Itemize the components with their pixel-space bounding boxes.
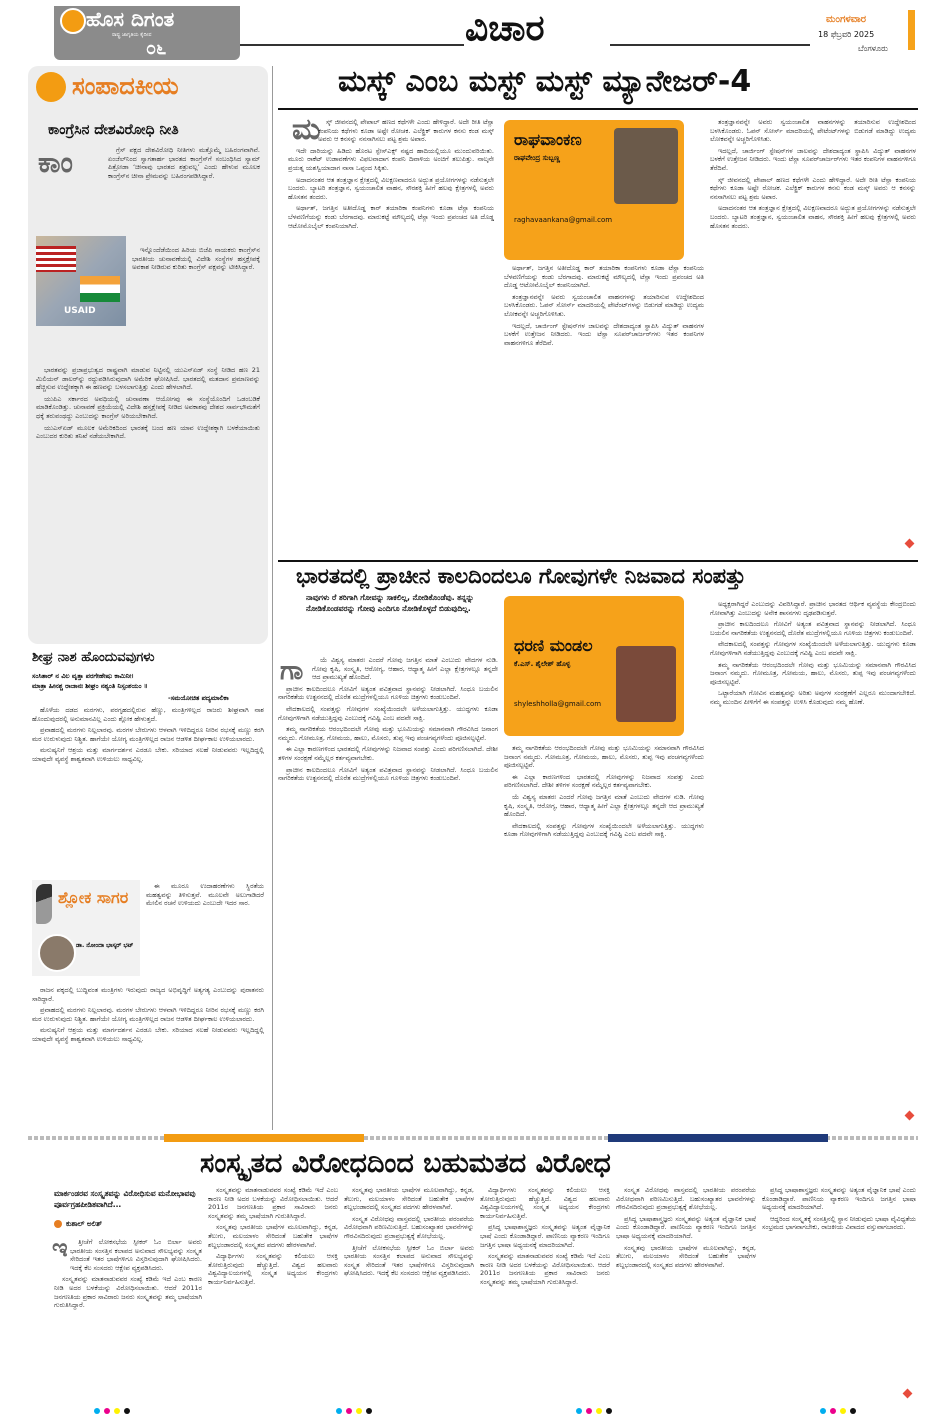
shloka-column-name: ಶ್ಲೋಕ ಸಾಗರ [58,888,129,907]
paper-name: ಹೊಸ ದಿಗಂತ [86,7,175,31]
shloka-body-side [146,882,264,982]
musk-author-email: raghavaankana@gmail.com [514,216,613,224]
registration-dot-cyan [820,1408,826,1414]
cow-headline: ಭಾರತದಲ್ಲಿ ಪ್ರಾಚೀನ ಕಾಲದಿಂದಲೂ ಗೋವುಗಳೇ ನಿಜವಾದ ಸಂಪತ್ತು [296,564,746,588]
musk-paragraph: ಅರ್ಥಾತ್, ಜಗತ್ತಿನ ಅತೀದೊಡ್ಡ ಕಾರ್ ತಯಾರಿಕಾ ಕಂಪನಿಗಳು ಕೂಡಾ ಟೆಸ್ಲಾ ಕಂಪನಿಯ ಬೆಳವಣಿಗೆಯನ್ನು ಕಂಡು ಬೆರಗಾದವು. ಮಾರುಕಟ್ಟೆ ಮೌಲ್ಯದಲ್ಲಿ ಟೆಸ್ಲಾ ಇಂದು ಪ್ರಪಂಚದ ಅತಿ ದೊಡ್ಡ ಆಟೋಮೊಬೈಲ್ ಕಂಪನಿಯಾಗಿದೆ. [504,264,704,290]
sanskrit-paragraph: ಸಂಸ್ಕೃತ ವಿರೋಧವು ವಾಸ್ತವದಲ್ಲಿ ಭಾರತೀಯ ಪರಂಪರೆಯ ವಿರೋಧವಾಗಿ ಪರಿಣಮಿಸುತ್ತಿದೆ. ಬಹುಸಂಖ್ಯಾತರ ಭಾವನೆಗಳನ್ನು ಗೌರವಿಸದಿರುವುದು ಪ್ರಜಾಪ್ರಭುತ್ವಕ್ಕೆ ಶೋಭೆಯಲ್ಲ. [616,1186,756,1212]
sanskrit-headline: ಸಂಸ್ಕೃತದ ವಿರೋಧದಿಂದ ಬಹುಮತದ ವಿರೋಧ [200,1148,611,1179]
sanskrit-paragraph: ಆದ್ದರಿಂದ ಸಂಸ್ಕೃತಕ್ಕೆ ಸಂಸತ್ತಿನಲ್ಲಿ ಸ್ಥಾನ ನೀಡುವುದು ಭಾಷಾ ವೈವಿಧ್ಯತೆಯ ಸಂಭ್ರಮದ ಭಾಗವಾಗಬೇಕು, ರಾಜಕೀಯ ವಿವಾದದ ವಸ್ತುವಾಗಬಾರದು. [762,1214,916,1232]
sanskrit-col-3 [344,1186,474,1398]
registration-dot-black [366,1408,372,1414]
quill-icon [36,884,52,924]
editorial-paragraph: ಯುಎಸ್‌ಏಡ್ ಮೂಲಕ ಅಮೆರಿಕದಿಂದ ಭಾರತಕ್ಕೆ ಬಂದ ಹಣ ಯಾವ ಉದ್ದೇಶಕ್ಕಾಗಿ ಬಳಕೆಯಾಯಿತು ಎಂಬುದರ ಕುರಿತು ತನಿಖೆ ನಡೆಯಬೇಕಾಗಿದೆ. [36,423,260,441]
cow-paragraph: ವೇದಕಾಲದಲ್ಲಿ ಸಂಪತ್ತನ್ನು ಗೋವುಗಳ ಸಂಖ್ಯೆಯಿಂದಲೇ ಅಳೆಯಲಾಗುತ್ತಿತ್ತು. ಯುದ್ಧಗಳು ಕೂಡಾ ಗೋವುಗಳಿಗಾಗಿ ನಡೆಯುತ್ತಿದ್ದವು ಎಂಬುದಕ್ಕೆ ಗವಿಷ್ಟಿ ಎಂಬ ಪದವೇ ಸಾಕ್ಷಿ. [278,704,498,722]
cow-col-2 [504,744,704,1126]
sanskrit-paragraph: ಸಂಸ್ಕೃತವು ಭಾರತೀಯ ಭಾಷೆಗಳ ಮೂಲವಾಗಿದ್ದು, ಕನ್ನಡ, ತೆಲುಗು, ಮಲಯಾಳಂ ಸೇರಿದಂತೆ ಬಹುತೇಕ ಭಾಷೆಗಳ ಶಬ್ದಭಂಡಾರದಲ್ಲಿ ಸಂಸ್ಕೃತದ ಪದಗಳು ಹೇರಳವಾಗಿವೆ. [208,1223,338,1249]
editorial-logo-icon [36,72,66,102]
editorial-label: ಸಂಪಾದಕೀಯ [72,72,179,100]
shloka-title: ಶೀಘ್ರ ನಾಶ ಹೊಂದುವವುಗಳು [32,650,155,665]
musk-paragraph: ಅರ್ಥಾತ್, ಜಗತ್ತಿನ ಅತೀದೊಡ್ಡ ಕಾರ್ ತಯಾರಿಕಾ ಕಂಪನಿಗಳು ಕೂಡಾ ಟೆಸ್ಲಾ ಕಂಪನಿಯ ಬೆಳವಣಿಗೆಯನ್ನು ಕಂಡು ಬೆರಗಾದವು. ಮಾರುಕಟ್ಟೆ ಮೌಲ್ಯದಲ್ಲಿ ಟೆಸ್ಲಾ ಇಂದು ಪ್ರಪಂಚದ ಅತಿ ದೊಡ್ಡ ಆಟೋಮೊಬೈಲ್ ಕಂಪನಿಯಾಗಿದೆ. [288,204,494,230]
shloka-body-bottom [32,986,264,1126]
cow-author-email: shyleshholla@gmail.com [514,700,602,708]
sanskrit-paragraph: ಸಂಸ್ಕೃತವನ್ನು ಮಾತನಾಡುವವರ ಸಂಖ್ಯೆ ಕಡಿಮೆ ಇದೆ ಎಂಬ ಕಾರಣ ನೀಡಿ ಅದರ ಬಳಕೆಯನ್ನು ವಿರೋಧಿಸಲಾಯಿತು. ಆದರೆ 2011ರ ಜನಗಣತಿಯ ಪ್ರಕಾರ ಸಾವಿರಾರು ಜನರು ಸಂಸ್ಕೃತವನ್ನು ತಮ್ಮ ಭಾಷೆಯಾಗಿ ಗುರುತಿಸಿದ್ದಾರೆ. [480,1252,610,1286]
section-rule [278,560,918,562]
cow-dropcap: ಗಾ [280,656,304,686]
sanskrit-paragraph: ಸಂಸ್ಕೃತವು ಭಾರತೀಯ ಭಾಷೆಗಳ ಮೂಲವಾಗಿದ್ದು, ಕನ್ನಡ, ತೆಲುಗು, ಮಲಯಾಳಂ ಸೇರಿದಂತೆ ಬಹುತೇಕ ಭಾಷೆಗಳ ಶಬ್ದಭಂಡಾರದಲ್ಲಿ ಸಂಸ್ಕೃತದ ಪದಗಳು ಹೇರಳವಾಗಿವೆ. [616,1243,756,1269]
sanskrit-paragraph: ಪ್ರಸಿದ್ಧ ಭಾಷಾಶಾಸ್ತ್ರಜ್ಞರು ಸಂಸ್ಕೃತವನ್ನು ಅತ್ಯಂತ ವೈಜ್ಞಾನಿಕ ಭಾಷೆ ಎಂದು ಕೊಂಡಾಡಿದ್ದಾರೆ. ಪಾಣಿನಿಯ ವ್ಯಾಕರಣ ಇಂದಿಗೂ ಜಗತ್ತಿನ ಭಾಷಾ ಅಧ್ಯಯನಕ್ಕೆ ಮಾದರಿಯಾಗಿದೆ. [616,1214,756,1240]
editorial-paragraph: ಗ್ರೆಸ್ ಪಕ್ಷದ ದೇಶವಿರೋಧಿ ನೀತಿಗಳು ಮತ್ತೊಮ್ಮೆ ಬಹಿರಂಗವಾಗಿವೆ. ಏಂಜೆಲ್‌ನಿಂದ ಸ್ವಾಗತಾರ್ಹ ಭಾರತದ ಕಾಂಗ್ರೆಸ್‌ಗೆ ಸಂಬಂಧಿಸಿದ ಸ್ಯಾಮ್ ಪಿತ್ರೋಡಾ ‘ಚೀನಾವು ಭಾರತದ ಶತ್ರುವಲ್ಲ’ ಎಂದು ಹೇಳುವ ಮೂಲಕ ಕಾಂಗ್ರೆಸ್‌ನ ಚೀನಾ ಪ್ರೇಮವನ್ನು ಬಹಿರಂಗಪಡಿಸಿದ್ದಾರೆ. [108,146,260,180]
color-divider [28,1134,918,1142]
masthead [0,0,945,62]
paper-tagline: ರಾಷ್ಟ್ರ ಜಾಗೃತಿಯ ಕೈದೀಪ [112,32,152,38]
navy-segment [608,1134,828,1142]
registration-dot-magenta [586,1408,592,1414]
registration-dot-yellow [596,1408,602,1414]
orange-corner-bar [908,10,915,50]
editorial-paragraph: ಇನ್ನೊಂದೆಡೆಯಿಂದ ಹಿರಿಯ ಬಿಜೆಪಿ ನಾಯಕರು ಕಾಂಗ್ರೆಸ್‌ನ ಭಾರತೀಯ ಚುನಾವಣೆಯಲ್ಲಿ ವಿದೇಶಿ ಸಂಸ್ಥೆಗಳ ಹಸ್ತಕ್ಷೇಪಕ್ಕೆ ಅವಕಾಶ ನೀಡಿರುವ ಕುರಿತು ಕಾಂಗ್ರೆಸ್ ಪಕ್ಷವನ್ನು ಟೀಕಿಸಿದ್ದಾರೆ. [132,246,260,272]
sanskrit-byline: ಕುಶಾಲ್ ಅಲಿತ್ [66,1220,102,1228]
orange-segment [164,1134,364,1142]
shloka-verse-2: ಮಾತ್ರಾ ಹೀನಶ್ಚ ರಾಜಾನಃ ಶೀಘ್ರಂ ನಶ್ಯಂತಿ ನಿಸ್ಸಂಶಯಂ ॥ [32,682,148,690]
logo-emblem-icon [60,8,86,34]
cow-paragraph: ತಮ್ಮ ನಾಗರಿಕತೆಯ ಆರಂಭದಿಂದಲೇ ಗೋವು ಮತ್ತು ಭೂಮಿಯನ್ನು ಸಮಾನವಾಗಿ ಗೌರವಿಸಿದ ಜನಾಂಗ ನಮ್ಮದು. ಗೋಮೂತ್ರ, ಗೋಮಯ, ಹಾಲು, ಮೊಸರು, ತುಪ್ಪ ಇವು ಪಂಚಗವ್ಯಗಳೆಂದು ಪೂಜಿಸಲ್ಪಟ್ಟಿವೆ. [710,660,916,686]
cow-paragraph: ಒಟ್ಟಾರೆಯಾಗಿ ಗೋವಿನ ಮಹತ್ವವನ್ನು ಅರಿತು ಅವುಗಳ ಸಂರಕ್ಷಣೆಗೆ ಎಲ್ಲರೂ ಮುಂದಾಗಬೇಕಿದೆ. ನಮ್ಮ ಮುಂದಿನ ಪೀಳಿಗೆಗೆ ಈ ಸಂಪತ್ತನ್ನು ಉಳಿಸಿ ಕೊಡುವುದು ನಮ್ಮ ಹೊಣೆ. [710,689,916,706]
editorial-title: ಕಾಂಗ್ರೆಸಿನ ದೇಶವಿರೋಧಿ ನೀತಿ [48,122,179,138]
column-divider [272,66,273,1130]
author-avatar [38,934,76,972]
pen-icon [54,1220,62,1228]
shloka-verse-1: ಸಂಸಿತಾರ್ ನ ವಿಲ ವೃತ್ತಾ ಪರಗೇಹೇಷು ಕಾಮಿನೀ। [32,672,134,680]
cow-article [278,560,918,1130]
cow-paragraph: ಅಧ್ಯಕ್ಷರಾಗಿದ್ದರೆ ಎಂಬುದನ್ನು ವಿವರಿಸಿದ್ದಾರೆ. ಪ್ರಾಚೀನ ಭಾರತದ ಆರ್ಥಿಕ ವ್ಯವಸ್ಥೆಯ ಕೇಂದ್ರಬಿಂದು ಗೋವಾಗಿತ್ತು ಎಂಬುದನ್ನು ಅನೇಕ ಶಾಸನಗಳು ದೃಢಪಡಿಸುತ್ತವೆ. [710,600,916,617]
cow-author-photo [616,646,676,722]
musk-paragraph: ತಂತ್ರಜ್ಞಾನವನ್ನೇ ಅವರು ಸ್ವಯಂಚಾಲಿತ ವಾಹನಗಳನ್ನು ತಯಾರಿಸುವ ಉದ್ದೇಶದಿಂದ ಬಳಸಿಕೊಂಡರು. ಓಪನ್ ಸೋರ್ಸ್ ಮಾದರಿಯಲ್ಲಿ ಪೇಟೆಂಟ್‌ಗಳನ್ನು ಬಿಡುಗಡೆ ಮಾಡಿದ್ದು ಉದ್ಯಮ ಲೋಕವನ್ನೇ ಅಚ್ಚರಿಗೊಳಿಸಿತು. [710,118,916,144]
sanskrit-col-2 [208,1186,338,1398]
musk-col-3 [710,118,916,554]
cow-author-badge [504,596,684,736]
sanskrit-col-5 [616,1186,756,1398]
musk-col-2 [504,264,704,554]
registration-dot-magenta [346,1408,352,1414]
editorial-body-side [132,246,260,376]
cow-paragraph: ಈ ಎಲ್ಲಾ ಕಾರಣಗಳಿಂದ ಭಾರತದಲ್ಲಿ ಗೋವುಗಳನ್ನು ನಿಜವಾದ ಸಂಪತ್ತು ಎಂದು ಪರಿಗಣಿಸಲಾಗಿದೆ. ದೇಶೀ ತಳಿಗಳ ಸಂರಕ್ಷಣೆ ನಮ್ಮೆಲ್ಲರ ಕರ್ತವ್ಯವಾಗಬೇಕು. [504,772,704,790]
registration-dot-magenta [104,1408,110,1414]
shloka-paragraph: ಮನುಷ್ಯನಿಗೆ ಆಶ್ರಯ ಮತ್ತು ಮಾರ್ಗದರ್ಶನ ಎರಡೂ ಬೇಕು. ಸರಿಯಾದ ಸಲಹೆ ನೀಡುವವರು ಇಲ್ಲದಿದ್ದಲ್ಲಿ ಯಾವುದೇ ವ್ಯವಸ್ಥೆ ಶಾಶ್ವತವಾಗಿ ಉಳಿಯಲು ಸಾಧ್ಯವಿಲ್ಲ. [32,746,264,763]
sanskrit-paragraph: ಸಂಸ್ಕೃತವನ್ನು ಮಾತನಾಡುವವರ ಸಂಖ್ಯೆ ಕಡಿಮೆ ಇದೆ ಎಂಬ ಕಾರಣ ನೀಡಿ ಅದರ ಬಳಕೆಯನ್ನು ವಿರೋಧಿಸಲಾಯಿತು. ಆದರೆ 2011ರ ಜನಗಣತಿಯ ಪ್ರಕಾರ ಸಾವಿರಾರು ಜನರು ಸಂಸ್ಕೃತವನ್ನು ತಮ್ಮ ಭಾಷೆಯಾಗಿ ಗುರುತಿಸಿದ್ದಾರೆ. [54,1275,202,1310]
registration-dot-black [850,1408,856,1414]
shloka-paragraph: ಹೊಳೆಯ ದಡದ ಮರಗಳು, ಪರಗೃಹದಲ್ಲಿರುವ ಹೆಣ್ಣು, ಮಂತ್ರಿಗಳಿಲ್ಲದ ರಾಜರು ಶೀಘ್ರವಾಗಿ ನಾಶ ಹೊಂದುವುದರಲ್ಲಿ ಅನುಮಾನವಿಲ್ಲ ಎಂದು ಶ್ಲೋಕ ಹೇಳುತ್ತದೆ. [32,706,264,723]
registration-dot-cyan [94,1408,100,1414]
sanskrit-paragraph: ಸಂಸ್ಕೃತ ವಿರೋಧವು ವಾಸ್ತವದಲ್ಲಿ ಭಾರತೀಯ ಪರಂಪರೆಯ ವಿರೋಧವಾಗಿ ಪರಿಣಮಿಸುತ್ತಿದೆ. ಬಹುಸಂಖ್ಯಾತರ ಭಾವನೆಗಳನ್ನು ಗೌರವಿಸದಿರುವುದು ಪ್ರಜಾಪ್ರಭುತ್ವಕ್ಕೆ ಶೋಭೆಯಲ್ಲ. [344,1214,474,1240]
shloka-column-badge [32,880,140,976]
editorial-paragraph: ಭಾರತವನ್ನು ಪ್ರಜಾಪ್ರಭುತ್ವದ ರಾಷ್ಟ್ರವಾಗಿ ಮಾಡುವ ನಿಟ್ಟಿನಲ್ಲಿ ಯುಎಸ್‌ಏಡ್ ಸಂಸ್ಥೆ ನೀಡಿದ ಹಣ 21 ಮಿಲಿಯನ್ ಡಾಲರ್‌ನ್ನು ರದ್ದುಪಡಿಸಿರುವುದಾಗಿ ಅಮೆರಿಕ ಘೋಷಿಸಿದೆ. ಭಾರತದಲ್ಲಿ ಮತದಾನ ಪ್ರಮಾಣವನ್ನು ಹೆಚ್ಚಿಸುವ ಉದ್ದೇಶಕ್ಕಾಗಿ ಈ ಹಣವನ್ನು ಬಳಸಲಾಗುತ್ತಿತ್ತು ಎಂದು ಹೇಳಲಾಗಿದೆ. [36,366,260,392]
musk-paragraph: ಇದೇ ದಾರಿಯನ್ನು ಹಿಡಿದು ಹೊರಟ ಸ್ಪೇಸ್‌ಎಕ್ಸ್ ನಷ್ಟದ ಹಾದಿಯಲ್ಲಿಯೂ ಮುಂದುವರಿಯಿತು. ಮೂರು ರಾಕೆಟ್ ಉಡಾವಣೆಗಳು ವಿಫಲವಾದಾಗ ಕಂಪನಿ ದಿವಾಳಿಯ ಅಂಚಿಗೆ ತಲುಪಿತ್ತು. ನಾಲ್ಕನೇ ಪ್ರಯತ್ನ ಯಶಸ್ವಿಯಾದಾಗ ನಾಸಾ ಒಪ್ಪಂದ ಸಿಕ್ಕಿತು. [288,146,494,172]
city-label: ಬೆಂಗಳೂರು [858,44,888,53]
registration-dot-yellow [356,1408,362,1414]
musk-author-badge [504,120,684,260]
sanskrit-paragraph: ವಿದ್ಯಾರ್ಥಿಗಳು ಸಂಸ್ಕೃತವನ್ನು ಕಲಿಯಲು ಆಸಕ್ತಿ ತೋರುತ್ತಿರುವುದು ಹೆಚ್ಚುತ್ತಿದೆ. ವಿಶ್ವದ ಹಲವಾರು ವಿಶ್ವವಿದ್ಯಾಲಯಗಳಲ್ಲಿ ಸಂಸ್ಕೃತ ಅಧ್ಯಯನ ಕೇಂದ್ರಗಳು ಕಾರ್ಯನಿರ್ವಹಿಸುತ್ತಿವೆ. [208,1252,338,1286]
headline-rule [278,108,918,110]
musk-paragraph: ಅದಾದನಂತರ ಆತ ತಂತ್ರಜ್ಞಾನ ಕ್ಷೇತ್ರದಲ್ಲಿ ವಿಲಕ್ಷಣವಾದರೂ ಅದ್ಭುತ ಪ್ರಯೋಗಗಳನ್ನು ನಡೆಸುತ್ತಲೇ ಬಂದರು. ಬ್ಯಾಟರಿ ತಂತ್ರಜ್ಞಾನ, ಸ್ವಯಂಚಾಲಿತ ವಾಹನ, ಸೌರಶಕ್ತಿ ಹೀಗೆ ಹಲವು ಕ್ಷೇತ್ರಗಳಲ್ಲಿ ಅವರು ಹೊಸತನ ತಂದರು. [288,175,494,201]
shloka-author: ಡಾ. ನೋಂದಾ ಭಾಸ್ಕರ್ ಭಟ್ [76,942,134,949]
cow-col-3 [710,600,916,1126]
sanskrit-standfirst: ಮಾರ್ಕಂಡರವ ಸಂಸ್ಕೃತವನ್ನು ವಿರೋಧಿಸುವ ಮನೋಭಾವವು ಪೂರ್ವಗ್ರಹಪೀಡಿತವಾಗಿದೆ... [54,1189,196,1209]
musk-paragraph: ಸ್ಕ್ ಜೀವನದಲ್ಲಿ ಪೇಪಾಲ್ ಹಣದ ಕಥೆಗಳೇ ಎಂದು ಹೇಳಿದ್ದಾರೆ. ಅದೇ ರೀತಿ ಟೆಸ್ಲಾ ಕಂಪನಿಯ ಕಥೆಗಳು ಕೂಡಾ ಅಷ್ಟೇ ರೋಚಕ. ಎಲೆಕ್ಟ್ರಿಕ್ ಕಾರುಗಳ ಕನಸು ಕಂಡ ಮಸ್ಕ್ ಅವರು ಆ ಕನಸನ್ನು ನನಸಾಗಿಸಲು ಪಟ್ಟ ಶ್ರಮ ಅಪಾರ. [710,175,916,201]
usa-flag-icon [36,246,76,272]
sanskrit-paragraph: ಪ್ರಸಿದ್ಧ ಭಾಷಾಶಾಸ್ತ್ರಜ್ಞರು ಸಂಸ್ಕೃತವನ್ನು ಅತ್ಯಂತ ವೈಜ್ಞಾನಿಕ ಭಾಷೆ ಎಂದು ಕೊಂಡಾಡಿದ್ದಾರೆ. ಪಾಣಿನಿಯ ವ್ಯಾಕರಣ ಇಂದಿಗೂ ಜಗತ್ತಿನ ಭಾಷಾ ಅಧ್ಯಯನಕ್ಕೆ ಮಾದರಿಯಾಗಿದೆ. [762,1186,916,1212]
editorial-paragraph: ಯುಪಿಎ ಸರ್ಕಾರದ ಅವಧಿಯಲ್ಲಿ ಚುನಾವಣಾ ಆಯೋಗವು ಈ ಸಂಸ್ಥೆಯೊಂದಿಗೆ ಒಡಂಬಡಿಕೆ ಮಾಡಿಕೊಂಡಿತ್ತು. ಚುನಾವಣೆ ಪ್ರಕ್ರಿಯೆಯಲ್ಲಿ ವಿದೇಶಿ ಹಸ್ತಕ್ಷೇಪಕ್ಕೆ ನೀಡಿದ ಅವಕಾಶವು ದೇಶದ ಸಾರ್ವಭೌಮತೆಗೆ ಧಕ್ಕೆ ತರುವಂಥದ್ದು ಎಂಬುದನ್ನು ಕಾಂಗ್ರೆಸ್ ಅರಿಯಬೇಕಾಗಿದೆ. [36,394,260,420]
shloka-paragraph: ರಾಜನ ಪಕ್ಕದಲ್ಲಿ ಬುದ್ಧಿವಂತ ಮಂತ್ರಿಗಳು ಇರುವುದು ರಾಜ್ಯದ ಅಭಿವೃದ್ಧಿಗೆ ಅತ್ಯಗತ್ಯ ಎಂಬುದನ್ನು ಪುರಾತನರು ಸಾರಿದ್ದಾರೆ. [32,986,264,1003]
shloka-paragraph: ಪ್ರವಾಹದಲ್ಲಿ ಮರಗಳು ನಿಲ್ಲಲಾರವು. ಮರಗಳ ಬೇರುಗಳು ಆಳವಾಗಿ ಇಳಿದಿದ್ದರೂ ನೀರಿನ ರಭಸಕ್ಕೆ ಮಣ್ಣು ಕರಗಿ ಮರ ಉರುಳುವುದು ನಿಶ್ಚಿತ. ಹಾಗೆಯೇ ಯೋಗ್ಯ ಮಂತ್ರಿಗಳಿಲ್ಲದ ರಾಜನ ಆಡಳಿತ ದೀರ್ಘಕಾಲ ಉಳಿಯಲಾರದು. [32,726,264,743]
cow-pullquote: ನಾವುಗಳು ರೆ ತರಿಗಾಗಿ ಗೋವನ್ನು ಸಾಕಲಿಲ್ಲ, ನೋಡಿಕೊಂಡೆವು. ತನ್ನನ್ನು ನೋಡಿಕೊಂಡವರನ್ನು ಗೋವು ಎಂದಿಗೂ ನೋಡಿಕೊಳ್ಳದೆ ಬಿಡುವುದಿಲ್ಲ. [306,593,474,613]
cow-column-name: ಧರಣಿ ಮಂಡಲ [514,636,593,655]
india-flag-icon [80,276,120,302]
cow-paragraph: ಯೆ ವಿಶ್ವಸ್ಯ ಮಾತರಃ ಎಂದರೆ ಗೋವು ಜಗತ್ತಿನ ಮಾತೆ ಎಂಬುದು ವೇದಗಳ ನುಡಿ. ಗೋವು ಕೃಷಿ, ಸಂಸ್ಕೃತಿ, ಆರೋಗ್ಯ, ಆಹಾರ, ಆಧ್ಯಾತ್ಮ ಹೀಗೆ ಎಲ್ಲಾ ಕ್ಷೇತ್ರಗಳಲ್ಲೂ ತನ್ನದೇ ಆದ ಪ್ರಾಮುಖ್ಯತೆ ಹೊಂದಿದೆ. [312,656,498,682]
musk-paragraph: ಇದಲ್ಲದೆ, ಚಾರ್ಜಿಂಗ್ ಸ್ಟೇಷನ್‌ಗಳ ಜಾಲವನ್ನು ದೇಶದಾದ್ಯಂತ ಸ್ಥಾಪಿಸಿ ವಿದ್ಯುತ್ ವಾಹನಗಳ ಬಳಕೆಗೆ ಉತ್ತೇಜನ ನೀಡಿದರು. ಇಂದು ಟೆಸ್ಲಾ ಸೂಪರ್‌ಚಾರ್ಜರ್‌ಗಳು ಇತರ ಕಂಪನಿಗಳ ವಾಹನಗಳಿಗೂ ತೆರೆದಿವೆ. [504,321,704,347]
cow-paragraph: ವೇದಕಾಲದಲ್ಲಿ ಸಂಪತ್ತನ್ನು ಗೋವುಗಳ ಸಂಖ್ಯೆಯಿಂದಲೇ ಅಳೆಯಲಾಗುತ್ತಿತ್ತು. ಯುದ್ಧಗಳು ಕೂಡಾ ಗೋವುಗಳಿಗಾಗಿ ನಡೆಯುತ್ತಿದ್ದವು ಎಂಬುದಕ್ಕೆ ಗವಿಷ್ಟಿ ಎಂಬ ಪದವೇ ಸಾಕ್ಷಿ. [504,821,704,839]
musk-col-1 [288,118,494,554]
registration-dot-yellow [114,1408,120,1414]
sanskrit-paragraph: ತ್ತೀಚೆಗೆ ಲೋಕಸಭೆಯ ಸ್ಪೀಕರ್ ಓಂ ಬಿರ್ಲಾ ಅವರು ಭಾರತೀಯ ಸಂಸತ್ತಿನ ಕಲಾಪದ ಅನುವಾದ ಸೌಲಭ್ಯವನ್ನು ಸಂಸ್ಕೃತ ಸೇರಿದಂತೆ ಇತರ ಭಾಷೆಗಳಿಗೂ ವಿಸ್ತರಿಸುವುದಾಗಿ ಘೋಷಿಸಿದರು. ಇದಕ್ಕೆ ಕೆಲ ಸಂಸದರು ಆಕ್ಷೇಪ ವ್ಯಕ್ತಪಡಿಸಿದರು. [70,1238,202,1272]
musk-paragraph: ಅದಾದನಂತರ ಆತ ತಂತ್ರಜ್ಞಾನ ಕ್ಷೇತ್ರದಲ್ಲಿ ವಿಲಕ್ಷಣವಾದರೂ ಅದ್ಭುತ ಪ್ರಯೋಗಗಳನ್ನು ನಡೆಸುತ್ತಲೇ ಬಂದರು. ಬ್ಯಾಟರಿ ತಂತ್ರಜ್ಞಾನ, ಸ್ವಯಂಚಾಲಿತ ವಾಹನ, ಸೌರಶಕ್ತಿ ಹೀಗೆ ಹಲವು ಕ್ಷೇತ್ರಗಳಲ್ಲಿ ಅವರು ಹೊಸತನ ತಂದರು. [710,204,916,230]
day-label: ಮಂಗಳವಾರ [826,14,867,25]
cow-paragraph: ತಮ್ಮ ನಾಗರಿಕತೆಯ ಆರಂಭದಿಂದಲೇ ಗೋವು ಮತ್ತು ಭೂಮಿಯನ್ನು ಸಮಾನವಾಗಿ ಗೌರವಿಸಿದ ಜನಾಂಗ ನಮ್ಮದು. ಗೋಮೂತ್ರ, ಗೋಮಯ, ಹಾಲು, ಮೊಸರು, ತುಪ್ಪ ಇವು ಪಂಚಗವ್ಯಗಳೆಂದು ಪೂಜಿಸಲ್ಪಟ್ಟಿವೆ. [278,725,498,742]
registration-dot-magenta [830,1408,836,1414]
sanskrit-dropcap: ಇ [52,1234,68,1262]
image-caption: USAID [64,306,96,316]
cow-paragraph: ಪ್ರಾಚೀನ ಕಾಲದಿಂದಲೂ ಗೋವಿಗೆ ಅತ್ಯಂತ ಪವಿತ್ರವಾದ ಸ್ಥಾನವನ್ನು ನೀಡಲಾಗಿದೆ. ಸಿಂಧೂ ಬಯಲಿನ ನಾಗರಿಕತೆಯ ಉತ್ಖನನದಲ್ಲಿ ದೊರೆತ ಮುದ್ರೆಗಳಲ್ಲಿಯೂ ಗೂಳಿಯ ಚಿತ್ರಗಳು ಕಂಡುಬಂದಿವೆ. [278,765,498,783]
sanskrit-paragraph: ತ್ತೀಚೆಗೆ ಲೋಕಸಭೆಯ ಸ್ಪೀಕರ್ ಓಂ ಬಿರ್ಲಾ ಅವರು ಭಾರತೀಯ ಸಂಸತ್ತಿನ ಕಲಾಪದ ಅನುವಾದ ಸೌಲಭ್ಯವನ್ನು ಸಂಸ್ಕೃತ ಸೇರಿದಂತೆ ಇತರ ಭಾಷೆಗಳಿಗೂ ವಿಸ್ತರಿಸುವುದಾಗಿ ಘೋಷಿಸಿದರು. ಇದಕ್ಕೆ ಕೆಲ ಸಂಸದರು ಆಕ್ಷೇಪ ವ್ಯಕ್ತಪಡಿಸಿದರು. [344,1243,474,1278]
sanskrit-paragraph: ಸಂಸ್ಕೃತವು ಭಾರತೀಯ ಭಾಷೆಗಳ ಮೂಲವಾಗಿದ್ದು, ಕನ್ನಡ, ತೆಲುಗು, ಮಲಯಾಳಂ ಸೇರಿದಂತೆ ಬಹುತೇಕ ಭಾಷೆಗಳ ಶಬ್ದಭಂಡಾರದಲ್ಲಿ ಸಂಸ್ಕೃತದ ಪದಗಳು ಹೇರಳವಾಗಿವೆ. [344,1186,474,1212]
musk-author-name: ರಾಘವೇಂದ್ರ ಸುಬ್ಬಣ್ಣ [514,154,561,162]
editorial-body-main [36,366,260,636]
sanskrit-col-6 [762,1186,916,1398]
registration-dot-cyan [336,1408,342,1414]
musk-dropcap: ಮ [292,112,321,147]
registration-dot-cyan [576,1408,582,1414]
musk-author-photo [614,128,678,204]
musk-headline: ಮಸ್ಕ್ ಎಂಬ ಮಸ್ಟ್ ಮಸ್ಟ್ ಮ್ಯಾನೇಜರ್-4 [338,64,752,99]
shloka-body-top [32,706,264,886]
editorial-dropcap: ಕಾಂ [38,146,73,179]
sanskrit-col-1 [54,1238,202,1398]
musk-paragraph: ಇದಲ್ಲದೆ, ಚಾರ್ಜಿಂಗ್ ಸ್ಟೇಷನ್‌ಗಳ ಜಾಲವನ್ನು ದೇಶದಾದ್ಯಂತ ಸ್ಥಾಪಿಸಿ ವಿದ್ಯುತ್ ವಾಹನಗಳ ಬಳಕೆಗೆ ಉತ್ತೇಜನ ನೀಡಿದರು. ಇಂದು ಟೆಸ್ಲಾ ಸೂಪರ್‌ಚಾರ್ಜರ್‌ಗಳು ಇತರ ಕಂಪನಿಗಳ ವಾಹನಗಳಿಗೂ ತೆರೆದಿವೆ. [710,146,916,172]
musk-paragraph: ತಂತ್ರಜ್ಞಾನವನ್ನೇ ಅವರು ಸ್ವಯಂಚಾಲಿತ ವಾಹನಗಳನ್ನು ತಯಾರಿಸುವ ಉದ್ದೇಶದಿಂದ ಬಳಸಿಕೊಂಡರು. ಓಪನ್ ಸೋರ್ಸ್ ಮಾದರಿಯಲ್ಲಿ ಪೇಟೆಂಟ್‌ಗಳನ್ನು ಬಿಡುಗಡೆ ಮಾಡಿದ್ದು ಉದ್ಯಮ ಲೋಕವನ್ನೇ ಅಚ್ಚರಿಗೊಳಿಸಿತು. [504,292,704,318]
cow-author-name: ಕೆ.ಎಸ್. ಶೈಲೇಶ್ ಹೊಳ್ಳ [514,660,571,668]
section-title: ವಿಚಾರ [465,8,545,49]
editorial-body-top [108,146,260,246]
masthead-rule-right [610,44,810,46]
shloka-source: -ಸಮಯೋಚಿತ ಪದ್ಯಮಾಲಿಕಾ [168,694,229,702]
cow-paragraph: ಈ ಎಲ್ಲಾ ಕಾರಣಗಳಿಂದ ಭಾರತದಲ್ಲಿ ಗೋವುಗಳನ್ನು ನಿಜವಾದ ಸಂಪತ್ತು ಎಂದು ಪರಿಗಣಿಸಲಾಗಿದೆ. ದೇಶೀ ತಳಿಗಳ ಸಂರಕ್ಷಣೆ ನಮ್ಮೆಲ್ಲರ ಕರ್ತವ್ಯವಾಗಬೇಕು. [278,745,498,762]
sanskrit-col-4 [480,1186,610,1398]
shloka-paragraph: ಈ ಮೂರೂ ಉದಾಹರಣೆಗಳು ಸ್ಥಿರತೆಯ ಮಹತ್ವವನ್ನು ತಿಳಿಸುತ್ತವೆ. ಮೂಲವೇ ಅಲುಗಾಡಿದರೆ ಮೇಲಿನ ರಚನೆ ಉಳಿಯದು ಎಂಬುದೇ ಇದರ ಸಾರ. [146,882,264,908]
musk-article [278,64,918,558]
registration-dot-black [606,1408,612,1414]
masthead-rule [240,44,464,46]
registration-dot-yellow [840,1408,846,1414]
sanskrit-paragraph: ಪ್ರಸಿದ್ಧ ಭಾಷಾಶಾಸ್ತ್ರಜ್ಞರು ಸಂಸ್ಕೃತವನ್ನು ಅತ್ಯಂತ ವೈಜ್ಞಾನಿಕ ಭಾಷೆ ಎಂದು ಕೊಂಡಾಡಿದ್ದಾರೆ. ಪಾಣಿನಿಯ ವ್ಯಾಕರಣ ಇಂದಿಗೂ ಜಗತ್ತಿನ ಭಾಷಾ ಅಧ್ಯಯನಕ್ಕೆ ಮಾದರಿಯಾಗಿದೆ. [480,1223,610,1249]
sanskrit-paragraph: ಸಂಸ್ಕೃತವನ್ನು ಮಾತನಾಡುವವರ ಸಂಖ್ಯೆ ಕಡಿಮೆ ಇದೆ ಎಂಬ ಕಾರಣ ನೀಡಿ ಅದರ ಬಳಕೆಯನ್ನು ವಿರೋಧಿಸಲಾಯಿತು. ಆದರೆ 2011ರ ಜನಗಣತಿಯ ಪ್ರಕಾರ ಸಾವಿರಾರು ಜನರು ಸಂಸ್ಕೃತವನ್ನು ತಮ್ಮ ಭಾಷೆಯಾಗಿ ಗುರುತಿಸಿದ್ದಾರೆ. [208,1186,338,1220]
sanskrit-article [28,1146,918,1404]
cow-paragraph: ತಮ್ಮ ನಾಗರಿಕತೆಯ ಆರಂಭದಿಂದಲೇ ಗೋವು ಮತ್ತು ಭೂಮಿಯನ್ನು ಸಮಾನವಾಗಿ ಗೌರವಿಸಿದ ಜನಾಂಗ ನಮ್ಮದು. ಗೋಮೂತ್ರ, ಗೋಮಯ, ಹಾಲು, ಮೊಸರು, ತುಪ್ಪ ಇವು ಪಂಚಗವ್ಯಗಳೆಂದು ಪೂಜಿಸಲ್ಪಟ್ಟಿವೆ. [504,744,704,770]
shloka-section [28,650,268,1130]
sanskrit-paragraph: ವಿದ್ಯಾರ್ಥಿಗಳು ಸಂಸ್ಕೃತವನ್ನು ಕಲಿಯಲು ಆಸಕ್ತಿ ತೋರುತ್ತಿರುವುದು ಹೆಚ್ಚುತ್ತಿದೆ. ವಿಶ್ವದ ಹಲವಾರು ವಿಶ್ವವಿದ್ಯಾಲಯಗಳಲ್ಲಿ ಸಂಸ್ಕೃತ ಅಧ್ಯಯನ ಕೇಂದ್ರಗಳು ಕಾರ್ಯನಿರ್ವಹಿಸುತ್ತಿವೆ. [480,1186,610,1220]
cow-paragraph: ವೇದಕಾಲದಲ್ಲಿ ಸಂಪತ್ತನ್ನು ಗೋವುಗಳ ಸಂಖ್ಯೆಯಿಂದಲೇ ಅಳೆಯಲಾಗುತ್ತಿತ್ತು. ಯುದ್ಧಗಳು ಕೂಡಾ ಗೋವುಗಳಿಗಾಗಿ ನಡೆಯುತ್ತಿದ್ದವು ಎಂಬುದಕ್ಕೆ ಗವಿಷ್ಟಿ ಎಂಬ ಪದವೇ ಸಾಕ್ಷಿ. [710,640,916,657]
page-number: ೦೬ [146,38,167,59]
shloka-paragraph: ಪ್ರವಾಹದಲ್ಲಿ ಮರಗಳು ನಿಲ್ಲಲಾರವು. ಮರಗಳ ಬೇರುಗಳು ಆಳವಾಗಿ ಇಳಿದಿದ್ದರೂ ನೀರಿನ ರಭಸಕ್ಕೆ ಮಣ್ಣು ಕರಗಿ ಮರ ಉರುಳುವುದು ನಿಶ್ಚಿತ. ಹಾಗೆಯೇ ಯೋಗ್ಯ ಮಂತ್ರಿಗಳಿಲ್ಲದ ರಾಜನ ಆಡಳಿತ ದೀರ್ಘಕಾಲ ಉಳಿಯಲಾರದು. [32,1006,264,1023]
date-label: 18 ಫೆಬ್ರವರಿ 2025 [818,30,875,39]
editorial-box [28,66,268,644]
cow-col-1 [278,656,498,1126]
print-registration-marks [0,1406,945,1418]
musk-paragraph: ಸ್ಕ್ ಜೀವನದಲ್ಲಿ ಪೇಪಾಲ್ ಹಣದ ಕಥೆಗಳೇ ಎಂದು ಹೇಳಿದ್ದಾರೆ. ಅದೇ ರೀತಿ ಟೆಸ್ಲಾ ಕಂಪನಿಯ ಕಥೆಗಳು ಕೂಡಾ ಅಷ್ಟೇ ರೋಚಕ. ಎಲೆಕ್ಟ್ರಿಕ್ ಕಾರುಗಳ ಕನಸು ಕಂಡ ಮಸ್ಕ್ ಅವರು ಆ ಕನಸನ್ನು ನನಸಾಗಿಸಲು ಪಟ್ಟ ಶ್ರಮ ಅಪಾರ. [318,118,494,144]
shloka-paragraph: ಮನುಷ್ಯನಿಗೆ ಆಶ್ರಯ ಮತ್ತು ಮಾರ್ಗದರ್ಶನ ಎರಡೂ ಬೇಕು. ಸರಿಯಾದ ಸಲಹೆ ನೀಡುವವರು ಇಲ್ಲದಿದ್ದಲ್ಲಿ ಯಾವುದೇ ವ್ಯವಸ್ಥೆ ಶಾಶ್ವತವಾಗಿ ಉಳಿಯಲು ಸಾಧ್ಯವಿಲ್ಲ. [32,1026,264,1043]
cow-paragraph: ಯೆ ವಿಶ್ವಸ್ಯ ಮಾತರಃ ಎಂದರೆ ಗೋವು ಜಗತ್ತಿನ ಮಾತೆ ಎಂಬುದು ವೇದಗಳ ನುಡಿ. ಗೋವು ಕೃಷಿ, ಸಂಸ್ಕೃತಿ, ಆರೋಗ್ಯ, ಆಹಾರ, ಆಧ್ಯಾತ್ಮ ಹೀಗೆ ಎಲ್ಲಾ ಕ್ಷೇತ್ರಗಳಲ್ಲೂ ತನ್ನದೇ ಆದ ಪ್ರಾಮುಖ್ಯತೆ ಹೊಂದಿದೆ. [504,792,704,819]
editorial-image [36,236,126,326]
musk-column-name: ರಾಘವಾಂಕಣ [514,130,582,149]
cow-paragraph: ಪ್ರಾಚೀನ ಕಾಲದಿಂದಲೂ ಗೋವಿಗೆ ಅತ್ಯಂತ ಪವಿತ್ರವಾದ ಸ್ಥಾನವನ್ನು ನೀಡಲಾಗಿದೆ. ಸಿಂಧೂ ಬಯಲಿನ ನಾಗರಿಕತೆಯ ಉತ್ಖನನದಲ್ಲಿ ದೊರೆತ ಮುದ್ರೆಗಳಲ್ಲಿಯೂ ಗೂಳಿಯ ಚಿತ್ರಗಳು ಕಂಡುಬಂದಿವೆ. [278,684,498,702]
registration-dot-black [124,1408,130,1414]
cow-paragraph: ಪ್ರಾಚೀನ ಕಾಲದಿಂದಲೂ ಗೋವಿಗೆ ಅತ್ಯಂತ ಪವಿತ್ರವಾದ ಸ್ಥಾನವನ್ನು ನೀಡಲಾಗಿದೆ. ಸಿಂಧೂ ಬಯಲಿನ ನಾಗರಿಕತೆಯ ಉತ್ಖನನದಲ್ಲಿ ದೊರೆತ ಮುದ್ರೆಗಳಲ್ಲಿಯೂ ಗೂಳಿಯ ಚಿತ್ರಗಳು ಕಂಡುಬಂದಿವೆ. [710,620,916,637]
